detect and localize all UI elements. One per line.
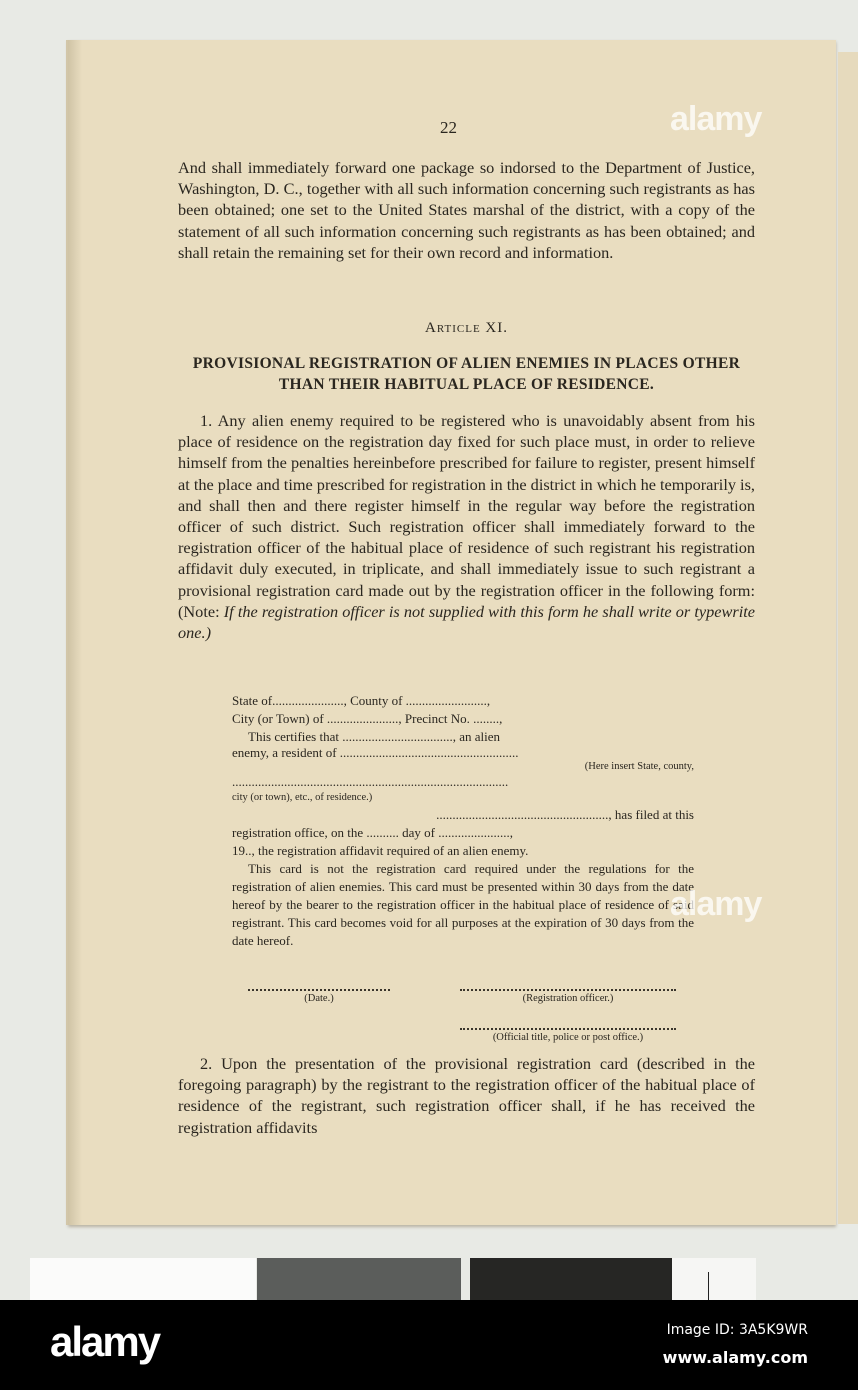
ruler-scale	[672, 1258, 756, 1300]
facing-page-edge	[838, 52, 858, 1224]
form-line-resident: enemy, a resident of .......................................................	[232, 746, 519, 760]
site-url: www.alamy.com	[662, 1348, 808, 1367]
page-number: 22	[440, 118, 457, 137]
watermark: alamy	[670, 100, 762, 138]
form-note-insert: (Here insert State, county,	[584, 761, 694, 772]
article-title: Article XI.	[425, 320, 508, 336]
watermark: alamy	[670, 885, 762, 923]
color-target-black	[470, 1258, 672, 1300]
alamy-logo: alamy	[50, 1318, 160, 1365]
provisional-card-form	[232, 692, 694, 950]
paragraph-2: 2. Upon the presentation of the provisional registration card (described in the foregoing paragraph) by the registrant to the registration officer of the habitual place of residence of the registrant, such registration officer shall, if he has received the registration affidavits	[178, 1054, 755, 1137]
form-note-residence: city (or town), etc., of residence.)	[232, 792, 373, 803]
signature-title: (Official title, police or post office.)	[460, 1028, 676, 1043]
form-line-city: City (or Town) of ......................, Precinct No. ........,	[232, 711, 503, 726]
color-target-white	[30, 1258, 256, 1300]
section-heading: PROVISIONAL REGISTRATION OF ALIEN ENEMIES IN PLACES OTHER THAN THEIR HABITUAL PLACE OF RESIDENCE.	[192, 355, 741, 393]
form-line-date: registration office, on the .......... day of ......................,	[232, 825, 514, 840]
color-target-gray	[257, 1258, 461, 1300]
form-line-filed: ....................................................., has filed at this	[436, 807, 694, 822]
signature-date: (Date.)	[248, 989, 390, 1004]
form-line-year: 19.., the registration affidavit required of an alien enemy.	[232, 843, 529, 858]
alamy-banner	[0, 1300, 858, 1390]
form-line-state: State of......................, County of .........................,	[232, 693, 491, 708]
image-id: Image ID: 3A5K9WR	[666, 1322, 808, 1338]
form-body: This card is not the registration card required under the regulations for the registration of alien enemies. This card must be presented within 30 days from the date hereof by the bearer to the registration officer in the habitual place of residence of said registrant. This card becomes void for all purposes at the expiration of 30 days from the date hereof.	[232, 861, 694, 948]
paragraph-1-text: 1. Any alien enemy required to be registered who is unavoidably absent from his place of residence on the registration day fixed for such place must, in order to relieve himself from the penalties hereinbefore prescribed for failure to register, present himself at the place and time prescribed for registration in the district in which he temporarily is, and shall then and there register himself in the regular way before the registration officer of such district. Such registration officer shall immediately forward to the registration officer of the habitual place of residence of such registrant his registration affidavit duly executed, in triplicate, and shall immediately issue to such registrant a provisional registration card made out by the registration officer in the following form: (Note:	[178, 411, 755, 621]
paragraph-1	[178, 410, 755, 643]
paragraph-1-note: If the registration officer is not supplied with this form he shall write or typewrite one.)	[178, 601, 755, 643]
form-line-certifies: This certifies that .................................., an alien	[248, 729, 501, 744]
paragraph-top: And shall immediately forward one package so indorsed to the Department of Justice, Washington, D. C., together with all such information concerning such registrants as has been obtained; one set to the United States marshal of the district, with a copy of the statement of all such information concerning such registrants as has been obtained; and shall retain the remaining set for their own record and information.	[178, 158, 755, 262]
form-line-blank: .....................................................................................	[232, 774, 509, 789]
signature-officer: (Registration officer.)	[460, 989, 676, 1004]
